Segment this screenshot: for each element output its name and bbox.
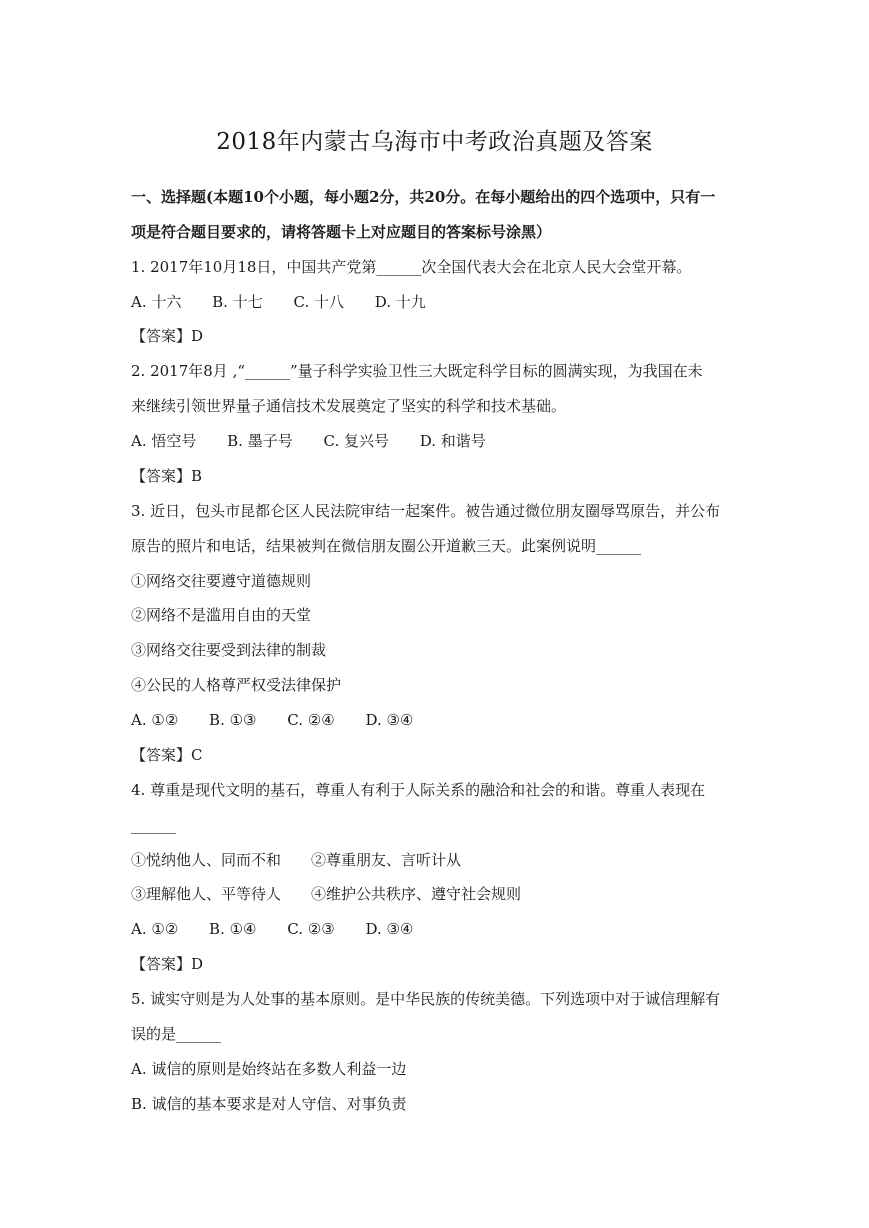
q4-stem-line-1: 4. 尊重是现代文明的基石，尊重人有利于人际关系的融洽和社会的和谐。尊重人表现在: [131, 781, 706, 799]
q4-answer: 【答案】D: [131, 955, 204, 973]
q4-option-c: C. ②③: [287, 920, 335, 938]
q4-items-row-2: ③理解他人、平等待人 ④维护公共秩序、遵守社会规则: [131, 885, 522, 903]
q2-answer: 【答案】B: [131, 467, 203, 485]
q4-option-b: B. ①④: [209, 920, 257, 938]
q3-option-d: D. ③④: [365, 711, 414, 729]
q3-stem-line-1: 3. 近日，包头市昆都仑区人民法院审结一起案件。被告通过微位朋友圈辱骂原告，并公布: [131, 502, 721, 520]
q1-option-c: C. 十八: [293, 293, 344, 311]
q1-option-a: A. 十六: [131, 293, 182, 311]
q2-stem-line-2: 来继续引领世界量子通信技术发展奠定了坚实的科学和技术基础。: [131, 397, 567, 415]
q2-options: [131, 430, 751, 452]
q5-option-a: A. 诚信的原则是始终站在多数人利益一边: [131, 1060, 407, 1078]
q1-options: [131, 291, 751, 313]
q3-item-2: ②网络不是滥用自由的天堂: [131, 606, 312, 624]
q2-option-b: B. 墨子号: [227, 432, 293, 450]
q3-item-1: ①网络交往要遵守道德规则: [131, 572, 312, 590]
q3-option-c: C. ②④: [287, 711, 335, 729]
q4-option-d: D. ③④: [365, 920, 414, 938]
q3-answer: 【答案】C: [131, 746, 203, 764]
q2-option-c: C. 复兴号: [323, 432, 389, 450]
q3-stem-line-2: 原告的照片和电话，结果被判在微信朋友圈公开道歉三天。此案例说明______: [131, 537, 642, 555]
q2-stem-line-1: 2. 2017年8月 ,“______”量子科学实验卫性三大既定科学目标的圆满实现，为我国在未: [131, 362, 703, 380]
q4-stem-line-2: ______: [131, 816, 176, 834]
q2-option-d: D. 和谐号: [419, 432, 486, 450]
q1-option-d: D. 十九: [374, 293, 426, 311]
q3-option-a: A. ①②: [131, 711, 179, 729]
q1-stem: 1. 2017年10月18日，中国共产党第______次全国代表大会在北京人民大会堂开幕。: [131, 258, 692, 276]
q2-option-a: A. 悟空号: [131, 432, 197, 450]
section-heading-line-2: 项是符合题目要求的，请将答题卡上对应题目的答案标号涂黑）: [131, 223, 552, 241]
q1-option-b: B. 十七: [212, 293, 263, 311]
q5-stem-line-2: 误的是______: [131, 1025, 222, 1043]
q1-answer: 【答案】D: [131, 327, 204, 345]
q4-items-row-1: ①悦纳他人、同而不和 ②尊重朋友、言听计从: [131, 851, 462, 869]
q5-stem-line-1: 5. 诚实守则是为人处事的基本原则。是中华民族的传统美德。下列选项中对于诚信理解有: [131, 990, 721, 1008]
page-title: 2018年内蒙古乌海市中考政治真题及答案: [216, 129, 653, 155]
q4-option-a: A. ①②: [131, 920, 179, 938]
q3-item-4: ④公民的人格尊严权受法律保护: [131, 676, 342, 694]
q5-option-b: B. 诚信的基本要求是对人守信、对事负责: [131, 1095, 407, 1113]
q3-options: [131, 709, 751, 731]
section-heading-line-1: 一、选择题(本题10个小题，每小题2分，共20分。在每小题给出的四个选项中，只有一: [131, 188, 716, 206]
q3-item-3: ③网络交往要受到法律的制裁: [131, 641, 327, 659]
q4-options: [131, 918, 751, 940]
q3-option-b: B. ①③: [209, 711, 257, 729]
